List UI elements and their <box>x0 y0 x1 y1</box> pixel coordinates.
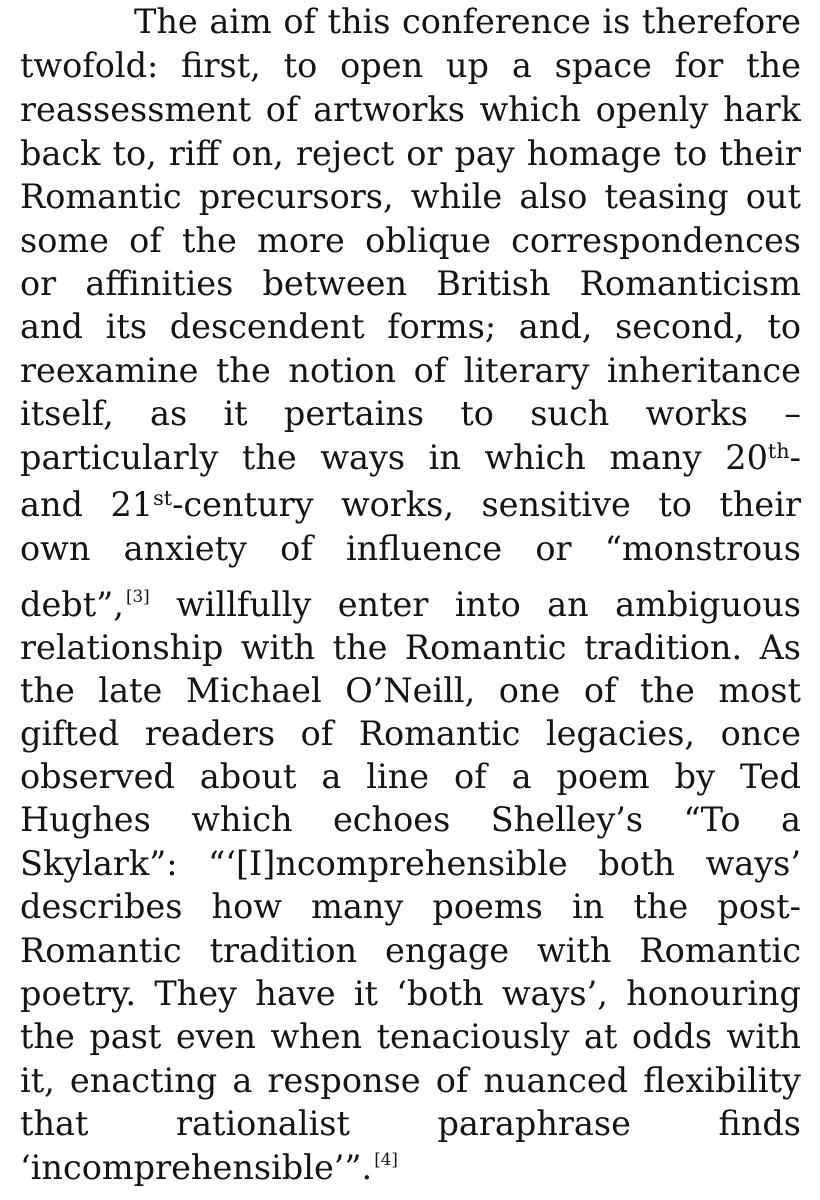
word: works, <box>341 485 454 524</box>
word: O’Neill, <box>345 671 476 710</box>
word: Ted <box>739 757 801 796</box>
text-line <box>20 132 801 176</box>
word: tradition. <box>583 628 743 667</box>
word: hark <box>723 90 801 129</box>
word: response <box>267 1061 421 1100</box>
word: Romantic <box>20 177 182 216</box>
word: it, <box>20 1061 55 1100</box>
word: inheritance <box>606 351 801 390</box>
word: describes <box>20 887 183 926</box>
word: ways’ <box>705 844 801 883</box>
word: back <box>20 134 101 173</box>
text-line <box>20 305 801 349</box>
word: to <box>658 485 692 524</box>
word: rationalist <box>176 1104 350 1143</box>
word: its <box>105 307 148 346</box>
word: while <box>410 177 503 216</box>
word: is <box>602 2 631 41</box>
word: As <box>759 628 801 667</box>
word: ambiguous <box>615 585 801 624</box>
word: first, <box>181 46 261 85</box>
word: Skylark”: <box>20 844 178 883</box>
text-line <box>20 1059 801 1103</box>
word: their <box>719 485 801 524</box>
word: of <box>435 1061 469 1100</box>
word: a <box>511 46 532 85</box>
word: of <box>300 714 334 753</box>
word: pay <box>454 134 515 173</box>
word: as <box>150 394 188 433</box>
word: the <box>215 351 271 390</box>
text-page <box>20 0 801 1200</box>
word: notion <box>288 351 397 390</box>
text-line <box>20 436 801 480</box>
text-line <box>20 712 801 756</box>
word: itself, <box>20 394 114 433</box>
word: finds <box>718 1104 801 1143</box>
word: flexibility <box>643 1061 801 1100</box>
word: once <box>720 714 801 753</box>
word: on, <box>231 134 284 173</box>
word: line <box>366 757 430 796</box>
word: even <box>175 1017 257 1056</box>
word: the <box>332 628 388 667</box>
word: space <box>554 46 652 85</box>
text-line <box>20 842 801 886</box>
word: enter <box>337 585 429 624</box>
text-line <box>20 755 801 799</box>
word: about <box>199 757 297 796</box>
word: of <box>283 2 316 41</box>
word: “‘[I]ncomprehensible <box>208 844 568 883</box>
word: a <box>780 800 801 839</box>
word: most <box>718 671 801 710</box>
footnote-marker[interactable]: [3] <box>125 585 150 606</box>
word: ways’, <box>501 974 608 1013</box>
word: of <box>280 529 313 568</box>
word: Romantic <box>358 714 521 753</box>
text-line <box>20 885 801 929</box>
word: which <box>484 438 586 477</box>
word: the <box>633 887 689 926</box>
word: twofold: <box>20 46 159 85</box>
word: influence <box>345 529 503 568</box>
word: with <box>726 1017 801 1056</box>
text-line <box>20 392 801 436</box>
word: into <box>454 585 521 624</box>
word: “To <box>683 800 741 839</box>
word: legacies, <box>545 714 696 753</box>
word: also <box>519 177 588 216</box>
word: reject <box>295 134 395 173</box>
word: in <box>428 438 461 477</box>
word: engage <box>385 931 510 970</box>
word: ‘both <box>396 974 484 1013</box>
word: of <box>454 757 487 796</box>
word: own <box>20 529 91 568</box>
word: the <box>746 46 801 85</box>
word: precursors, <box>198 177 394 216</box>
text-line <box>20 798 801 842</box>
word: a <box>232 1061 253 1100</box>
word: that <box>20 1104 89 1143</box>
text-line <box>20 1146 801 1190</box>
word: one <box>498 671 561 710</box>
word: post- <box>717 887 801 926</box>
word: openly <box>595 90 709 129</box>
word: which <box>191 800 293 839</box>
word: which <box>479 90 581 129</box>
word: more <box>257 221 345 260</box>
text-line <box>20 1015 801 1059</box>
word: and <box>20 485 83 524</box>
word: of <box>583 671 617 710</box>
text-line <box>20 219 801 263</box>
word: Romantic <box>639 931 801 970</box>
text-line <box>134 0 801 44</box>
word: nuanced <box>483 1061 629 1100</box>
word: readers <box>144 714 276 753</box>
word: many <box>609 438 702 477</box>
word: willfully <box>176 585 312 624</box>
text-line <box>20 583 801 627</box>
word: open <box>340 46 424 85</box>
word: second, <box>615 307 745 346</box>
word: ‘incomprehensible’”. [4] <box>20 1148 398 1187</box>
word: honouring <box>626 974 801 1013</box>
word: therefore <box>641 2 801 41</box>
word: descendent <box>169 307 365 346</box>
word: 20th- <box>725 438 801 477</box>
word: particularly <box>20 438 219 477</box>
word: to <box>673 134 708 173</box>
word: poem <box>556 757 650 796</box>
word: reassessment <box>20 90 252 129</box>
word: and, <box>518 307 593 346</box>
footnote-marker[interactable]: [4] <box>374 1148 398 1169</box>
word: works <box>645 394 748 433</box>
word: Shelley’s <box>490 800 644 839</box>
word: Romantic <box>404 628 567 667</box>
word: Michael <box>185 671 322 710</box>
word: with <box>240 628 316 667</box>
word: or <box>535 529 572 568</box>
word: both <box>598 844 675 883</box>
word: aim <box>209 2 272 41</box>
word: the <box>20 1017 75 1056</box>
word: of <box>413 351 447 390</box>
text-line <box>20 929 801 973</box>
word: have <box>255 974 336 1013</box>
word: relationship <box>20 628 224 667</box>
word: of <box>265 90 299 129</box>
word: past <box>89 1017 162 1056</box>
word: correspondences <box>511 221 801 260</box>
word: by <box>674 757 716 796</box>
word: out <box>745 177 801 216</box>
word: in <box>571 887 605 926</box>
word: riff <box>168 134 220 173</box>
word: British <box>436 264 551 303</box>
word: gifted <box>20 714 120 753</box>
word: forms; <box>387 307 497 346</box>
word: to, <box>112 134 157 173</box>
word: The <box>134 2 198 41</box>
word: poetry. <box>20 974 137 1013</box>
word: reexamine <box>20 351 199 390</box>
word: artworks <box>313 90 465 129</box>
text-line <box>20 1102 801 1146</box>
word: Romantic <box>20 931 182 970</box>
text-line <box>20 175 801 219</box>
word: some <box>20 221 109 260</box>
word: tradition <box>209 931 358 970</box>
word: an <box>547 585 589 624</box>
text-line <box>20 349 801 393</box>
text-line <box>20 669 801 713</box>
word: with <box>537 931 612 970</box>
word: conference <box>402 2 591 41</box>
word: to <box>767 307 801 346</box>
word: a <box>511 757 532 796</box>
word: or <box>20 264 57 303</box>
word: literary <box>463 351 590 390</box>
word: tenaciously <box>376 1017 570 1056</box>
word: or <box>406 134 443 173</box>
word: homage <box>526 134 662 173</box>
text-line <box>20 483 801 527</box>
word: up <box>445 46 489 85</box>
word: such <box>530 394 610 433</box>
word: “monstrous <box>604 529 801 568</box>
word: anxiety <box>123 529 247 568</box>
word: for <box>674 46 724 85</box>
word: of <box>129 221 162 260</box>
word: echoes <box>332 800 451 839</box>
word: pertains <box>283 394 425 433</box>
word: it <box>223 394 248 433</box>
word: their <box>719 134 801 173</box>
word: at <box>583 1017 618 1056</box>
word: it <box>353 974 379 1013</box>
word: how <box>211 887 282 926</box>
word: observed <box>20 757 175 796</box>
word: Hughes <box>20 800 151 839</box>
text-line <box>20 527 801 571</box>
word: between <box>262 264 408 303</box>
word: the <box>639 671 695 710</box>
word: the <box>20 671 75 710</box>
word: this <box>327 2 391 41</box>
word: enacting <box>69 1061 218 1100</box>
word: sensitive <box>481 485 631 524</box>
word: They <box>154 974 237 1013</box>
word: to <box>283 46 318 85</box>
word: many <box>311 887 404 926</box>
word: affinities <box>85 264 234 303</box>
text-line <box>20 262 801 306</box>
word: teasing <box>604 177 729 216</box>
word: debt”, [3] <box>20 585 150 624</box>
word: 21st-century <box>110 485 314 524</box>
word: and <box>20 307 83 346</box>
word: the <box>181 221 237 260</box>
word: a <box>321 757 342 796</box>
word: the <box>241 438 297 477</box>
word: late <box>98 671 163 710</box>
word: oblique <box>365 221 491 260</box>
word: – <box>784 394 801 433</box>
word: when <box>270 1017 363 1056</box>
text-line <box>20 88 801 132</box>
text-line <box>20 626 801 670</box>
word: ways <box>320 438 406 477</box>
word: to <box>460 394 494 433</box>
text-line <box>20 44 801 88</box>
word: paraphrase <box>437 1104 631 1143</box>
word: odds <box>631 1017 713 1056</box>
word: Romanticism <box>579 264 801 303</box>
text-line <box>20 972 801 1016</box>
word: poems <box>432 887 543 926</box>
